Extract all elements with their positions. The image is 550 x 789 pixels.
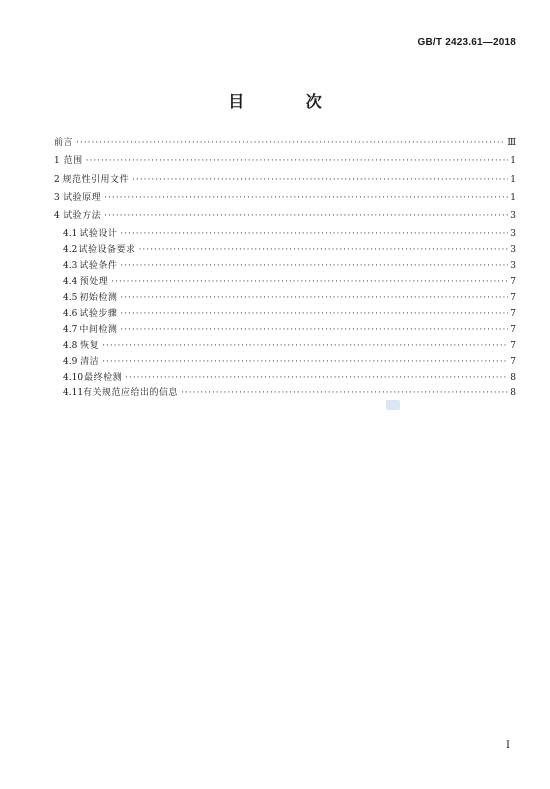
toc-leader-dots	[120, 229, 508, 240]
toc-entry-label: 清洁	[80, 356, 100, 367]
toc-entry-number: 4.1	[63, 229, 78, 240]
toc-entry-page: 8	[510, 372, 516, 383]
toc-entry-label: 试验原理	[63, 192, 102, 203]
toc-leader-dots	[120, 309, 508, 320]
toc-entry-number: 4	[54, 211, 60, 222]
toc-entry-number: 4.4	[63, 277, 78, 288]
toc-leader-dots	[125, 373, 508, 384]
toc-entry-page: 7	[510, 324, 516, 335]
toc-entry-page: 3	[510, 229, 516, 240]
toc-leader-dots	[104, 193, 508, 204]
toc-entry-number: 4.5	[63, 293, 78, 304]
toc-subentry-4-9[interactable]	[54, 357, 516, 368]
toc-title: 目 次	[228, 92, 350, 111]
watermark-stamp	[386, 400, 400, 410]
toc-entry-number: 4.9	[63, 356, 78, 367]
toc-subentry-4-2[interactable]	[54, 245, 516, 256]
toc-entry-number: 4.2	[63, 245, 78, 256]
toc-entry-label: 前言	[54, 138, 74, 148]
toc-subentry-4-10[interactable]	[54, 373, 516, 384]
toc-entry-page: 1	[510, 156, 516, 167]
toc-subentry-4-4[interactable]	[54, 277, 516, 288]
toc-entry-page: 8	[510, 388, 516, 399]
toc-entry-2[interactable]	[54, 175, 516, 186]
toc-entry-number: 4.8	[63, 340, 78, 351]
toc-leader-dots	[86, 156, 508, 167]
toc-entry-label: 恢复	[80, 340, 100, 351]
toc-leader-dots	[111, 277, 508, 288]
toc-entry-page: Ⅲ	[507, 138, 516, 148]
toc-entry-label: 范围	[63, 156, 83, 167]
toc-leader-dots	[120, 261, 508, 272]
toc-entry-page: 7	[510, 293, 516, 304]
toc-entry-label: 中间检测	[79, 324, 118, 335]
toc-subentry-4-5[interactable]	[54, 293, 516, 304]
toc-subentry-4-1[interactable]	[54, 229, 516, 240]
toc-subentry-4-7[interactable]	[54, 325, 516, 336]
toc-entry-preface[interactable]	[54, 138, 516, 149]
toc-entry-page: 3	[510, 211, 516, 222]
toc-entry-number: 2	[54, 174, 60, 185]
toc-leader-dots	[76, 138, 505, 149]
toc-entry-number: 4.3	[63, 261, 78, 272]
toc-entry-page: 1	[510, 174, 516, 185]
standard-code: GB/T 2423.61—2018	[417, 37, 516, 48]
toc-entry-page: 7	[510, 356, 516, 367]
toc-entry-label: 试验方法	[63, 211, 102, 222]
toc-entry-page: 3	[510, 261, 516, 272]
toc-subentry-4-6[interactable]	[54, 309, 516, 320]
toc-entry-number: 4.7	[63, 324, 78, 335]
toc-entry-page: 7	[510, 308, 516, 319]
toc-entry-page: 1	[510, 192, 516, 203]
toc-entry-label: 有关规范应给出的信息	[83, 388, 179, 399]
toc-entry-label: 试验条件	[79, 261, 118, 272]
toc-leader-dots	[102, 341, 508, 352]
toc-entry-number: 3	[54, 192, 60, 203]
toc-entry-page: 7	[510, 277, 516, 288]
toc-entry-label: 规范性引用文件	[62, 174, 130, 185]
toc-entry-number: 1	[54, 156, 60, 167]
toc-leader-dots	[120, 293, 508, 304]
toc-entry-label: 最终检测	[84, 372, 123, 383]
toc-entry-number: 4.10	[63, 372, 84, 383]
toc-entry-4[interactable]	[54, 211, 516, 222]
toc-entry-label: 初始检测	[79, 293, 118, 304]
toc-entry-label: 试验设备要求	[78, 245, 136, 256]
toc-entry-3[interactable]	[54, 193, 516, 204]
toc-leader-dots	[102, 357, 508, 368]
toc-subentry-4-11[interactable]	[54, 388, 516, 399]
toc-entry-1[interactable]	[54, 156, 516, 167]
toc-entry-number: 4.11	[63, 388, 84, 399]
toc-leader-dots	[120, 325, 508, 336]
toc-entry-label: 试验步骤	[79, 308, 118, 319]
toc-entry-page: 7	[510, 340, 516, 351]
toc-leader-dots	[104, 211, 508, 222]
toc-leader-dots	[132, 175, 508, 186]
toc-entry-label: 试验设计	[79, 229, 118, 240]
toc-entry-number: 4.6	[63, 308, 78, 319]
page-number: Ⅰ	[506, 740, 510, 751]
toc-leader-dots	[181, 388, 508, 399]
toc-subentry-4-8[interactable]	[54, 341, 516, 352]
toc-leader-dots	[139, 245, 508, 256]
table-of-contents	[54, 138, 516, 404]
toc-entry-page: 3	[510, 245, 516, 256]
toc-subentry-4-3[interactable]	[54, 261, 516, 272]
toc-entry-label: 预处理	[79, 277, 109, 288]
